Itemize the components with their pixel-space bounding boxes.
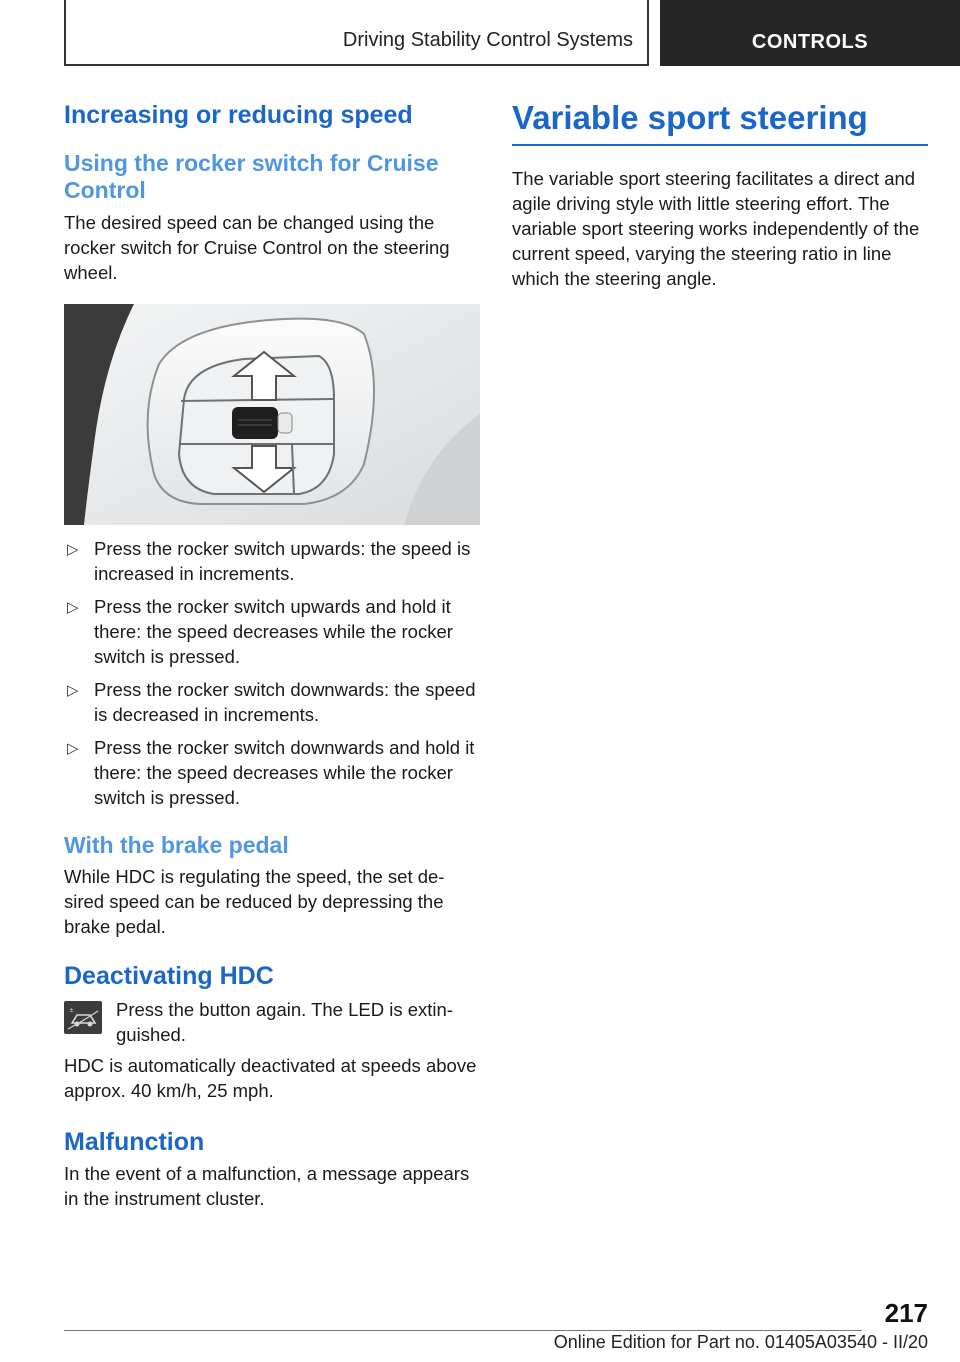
- rocker-switch-instructions: [64, 536, 480, 810]
- section-title: Driving Stability Control Systems: [342, 29, 633, 51]
- edition-note: Online Edition for Part no. 01405A03540 - II/20: [553, 1332, 928, 1352]
- list-item: ▷ Press the rocker switch upwards and hold it there: the speed decreases while the rocker switch is pressed.: [67, 596, 453, 668]
- rocker-intro-text: The desired speed can be changed using the rocker switch for Cruise Control on the steering wheel.: [64, 212, 450, 284]
- variable-sport-steering-text: The variable sport steering facilitates a direct and agile driving style with little steering effort. The variable sport steering works independently of the current speed, varying the steering ratio in line which the steering angle.: [512, 168, 920, 290]
- brake-pedal-text: While HDC is regulating the speed, the set de-sired speed can be reduced by depressing the brake pedal.: [64, 866, 445, 938]
- steering-wheel-rocker-switch-illustration: [64, 304, 480, 525]
- auto-deactivation-text: HDC is automatically deactivated at speeds above approx. 40 km/h, 25 mph.: [64, 1055, 477, 1102]
- list-item: ▷ Press the rocker switch downwards and hold it there: the speed decreases while the rocker switch is pressed.: [67, 737, 475, 809]
- heading-deactivating-hdc: Deactivating HDC: [64, 962, 274, 991]
- running-header-chapter: [660, 0, 960, 66]
- bullet-triangle-icon: ▷: [67, 541, 79, 559]
- hdc-button-icon: [64, 1001, 102, 1034]
- heading-increasing-reducing-speed: Increasing or reducing speed: [64, 101, 413, 129]
- bullet-triangle-icon: ▷: [67, 740, 79, 758]
- page-number: 217: [884, 1298, 928, 1328]
- malfunction-text: In the event of a malfunction, a message appears in the instrument cluster.: [64, 1163, 470, 1210]
- heading-malfunction: Malfunction: [64, 1128, 205, 1157]
- heading-variable-sport-steering: Variable sport steering: [512, 100, 928, 146]
- running-header-section: [64, 0, 649, 66]
- footer-divider: [64, 1330, 862, 1331]
- bullet-triangle-icon: ▷: [67, 682, 79, 700]
- chapter-title: CONTROLS: [751, 31, 869, 53]
- heading-brake-pedal: With the brake pedal: [64, 832, 289, 859]
- list-item: ▷ Press the rocker switch downwards: the speed is decreased in increments.: [67, 679, 476, 726]
- deactivate-instruction: [64, 997, 480, 1047]
- svg-text:±: ±: [69, 1007, 75, 1015]
- right-column: [512, 100, 928, 291]
- list-item: ▷ Press the rocker switch upwards: the speed is increased in increments.: [67, 538, 471, 585]
- bullet-triangle-icon: ▷: [67, 599, 79, 617]
- deactivate-text: Press the button again. The LED is extin-guished.: [116, 999, 453, 1046]
- heading-rocker-switch: Using the rocker switch for Cruise Control: [64, 150, 439, 204]
- left-column: [64, 100, 480, 1211]
